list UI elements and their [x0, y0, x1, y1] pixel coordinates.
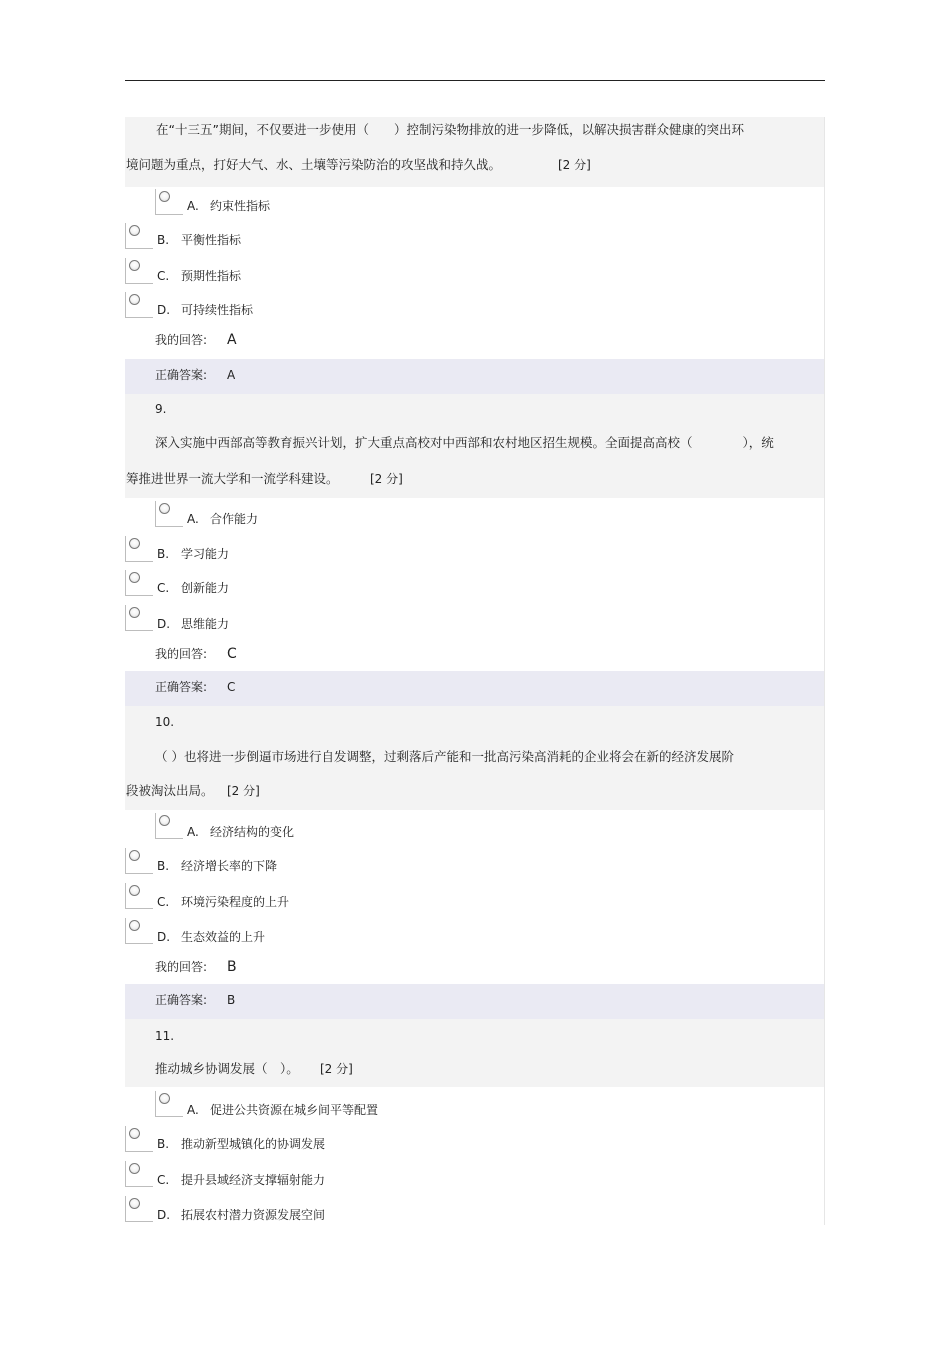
option-d-text: 思维能力 [181, 617, 230, 631]
radio-icon [159, 815, 170, 826]
question-number: 11. [155, 1029, 175, 1043]
option-a-radio[interactable] [155, 501, 183, 527]
my-answer-value: C [227, 646, 237, 662]
option-b-text: 学习能力 [181, 547, 230, 561]
option-b-text: 平衡性指标 [181, 233, 242, 247]
question-text-line1: 在“十三五”期间，不仅要进一步使用（ ）控制污染物排放的进一步降低，以解决损害群众健康的突出环 [156, 122, 744, 137]
option-c-letter: C. [157, 1173, 170, 1187]
radio-icon [129, 885, 140, 896]
option-b-radio[interactable] [125, 848, 153, 874]
radio-icon [129, 1163, 140, 1174]
option-a-letter: A. [187, 512, 199, 526]
my-answer-value: A [227, 332, 237, 348]
my-answer-label: 我的回答: [155, 647, 208, 661]
question-number: 10. [155, 715, 175, 729]
question-block [125, 1019, 824, 1087]
question-score: [2 分] [558, 158, 591, 172]
radio-icon [129, 538, 140, 549]
option-c-text: 环境污染程度的上升 [181, 895, 290, 909]
radio-icon [159, 191, 170, 202]
question-text-line1: （ ）也将进一步倒逼市场进行自发调整，过剩落后产能和一批高污染高消耗的企业将会在新的经济发展阶 [155, 749, 734, 764]
radio-icon [129, 294, 140, 305]
correct-answer-label: 正确答案: [155, 368, 208, 382]
question-text-line1: 推动城乡协调发展（ ）。 [155, 1061, 299, 1076]
option-d-letter: D. [157, 930, 171, 944]
option-d-letter: D. [157, 1208, 171, 1222]
option-b-text: 经济增长率的下降 [181, 859, 278, 873]
option-c-text: 创新能力 [181, 581, 230, 595]
radio-icon [129, 850, 140, 861]
radio-icon [129, 260, 140, 271]
header-rule [125, 80, 825, 81]
option-a-letter: A. [187, 1103, 199, 1117]
option-d-radio[interactable] [125, 918, 153, 944]
question-number: 9. [155, 402, 167, 416]
option-a-text: 促进公共资源在城乡间平等配置 [210, 1103, 379, 1117]
question-score: [2 分] [227, 784, 260, 798]
correct-answer-label: 正确答案: [155, 993, 208, 1007]
option-b-radio[interactable] [125, 1126, 153, 1152]
option-a-letter: A. [187, 825, 199, 839]
option-a-text: 合作能力 [210, 512, 259, 526]
option-b-letter: B. [157, 1137, 170, 1151]
option-c-letter: C. [157, 895, 170, 909]
option-d-text: 可持续性指标 [181, 303, 254, 317]
correct-answer-value: B [227, 993, 236, 1007]
option-a-letter: A. [187, 199, 199, 213]
question-text-line2: 段被淘汰出局。 [126, 783, 214, 798]
question-text-line2: 筹推进世界一流大学和一流学科建设。 [126, 471, 339, 486]
option-a-radio[interactable] [155, 1091, 183, 1117]
option-d-text: 拓展农村潜力资源发展空间 [181, 1208, 326, 1222]
option-d-radio[interactable] [125, 605, 153, 631]
option-d-radio[interactable] [125, 292, 153, 318]
my-answer-value: B [227, 959, 237, 975]
option-a-text: 约束性指标 [210, 199, 271, 213]
option-c-radio[interactable] [125, 1161, 153, 1187]
option-d-letter: D. [157, 617, 171, 631]
correct-answer-value: C [227, 680, 236, 694]
option-b-letter: B. [157, 233, 170, 247]
option-c-radio[interactable] [125, 883, 153, 909]
radio-icon [129, 572, 140, 583]
correct-answer-value: A [227, 368, 236, 382]
option-a-radio[interactable] [155, 189, 183, 215]
my-answer-label: 我的回答: [155, 333, 208, 347]
question-score: [2 分] [370, 472, 403, 486]
option-b-letter: B. [157, 859, 170, 873]
correct-answer-label: 正确答案: [155, 680, 208, 694]
option-d-radio[interactable] [125, 1196, 153, 1222]
option-c-radio[interactable] [125, 258, 153, 284]
question-text-line2: 境问题为重点，打好大气、水、土壤等污染防治的攻坚战和持久战。 [126, 157, 502, 172]
option-c-letter: C. [157, 581, 170, 595]
option-c-text: 提升县域经济支撑辐射能力 [181, 1173, 326, 1187]
radio-icon [129, 225, 140, 236]
radio-icon [129, 920, 140, 931]
radio-icon [159, 503, 170, 514]
radio-icon [129, 607, 140, 618]
option-c-letter: C. [157, 269, 170, 283]
option-b-radio[interactable] [125, 223, 153, 249]
radio-icon [159, 1093, 170, 1104]
option-b-text: 推动新型城镇化的协调发展 [181, 1137, 326, 1151]
radio-icon [129, 1198, 140, 1209]
option-c-text: 预期性指标 [181, 269, 242, 283]
option-b-radio[interactable] [125, 536, 153, 562]
question-score: [2 分] [320, 1062, 353, 1076]
option-d-text: 生态效益的上升 [181, 930, 266, 944]
option-a-radio[interactable] [155, 813, 183, 839]
option-d-letter: D. [157, 303, 171, 317]
question-text-line1: 深入实施中西部高等教育振兴计划，扩大重点高校对中西部和农村地区招生规模。全面提高高校（ ），统 [155, 435, 774, 450]
option-c-radio[interactable] [125, 570, 153, 596]
my-answer-label: 我的回答: [155, 960, 208, 974]
radio-icon [129, 1128, 140, 1139]
option-b-letter: B. [157, 547, 170, 561]
option-a-text: 经济结构的变化 [210, 825, 295, 839]
